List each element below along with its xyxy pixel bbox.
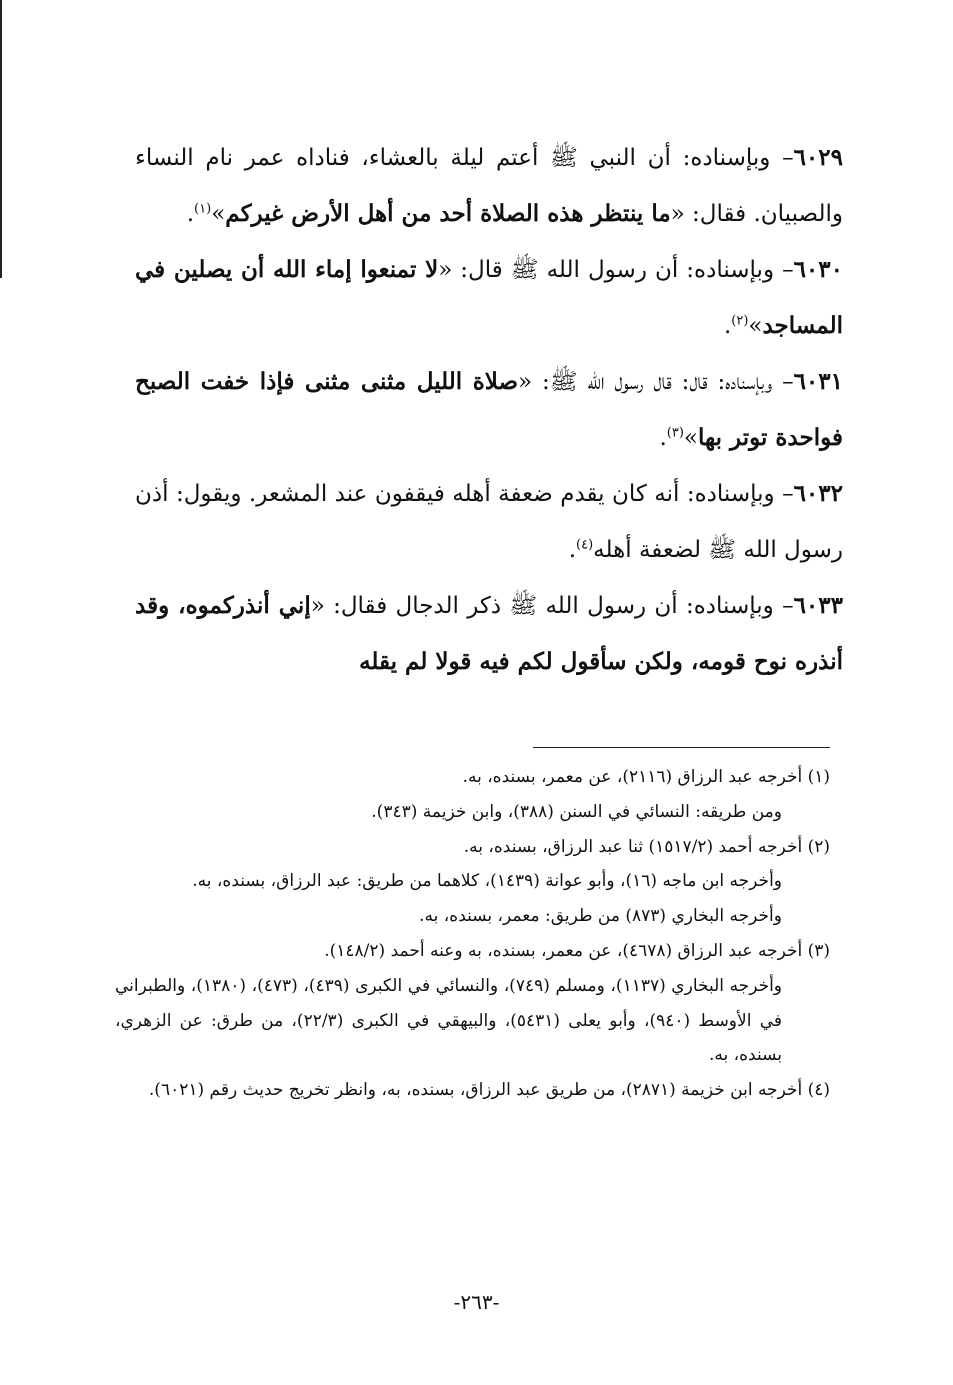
footnote-line: ومن طريقه: النسائي في السنن (٣٨٨)، وابن خزيمة (٣٤٣). <box>371 801 782 822</box>
hadith-number: ٦٠٣٣ <box>793 592 843 619</box>
footnote-line: وأخرجه البخاري (١١٣٧)، ومسلم (٧٤٩)، والنسائي في الكبرى (٤٣٩)، (٤٧٣)، (١٣٨٠)، والطبراني في الأوسط (٩٤٠)، وأبو يعلى (٥٤٣١)، والبيهقي في الكبرى (٢٢/٣)، من طرق: عن الزهري، بسنده، به. <box>115 975 783 1066</box>
footnote-line: (٢) أخرجه أحمد (١٥١٧/٢) ثنا عبد الرزاق، بسنده، به. <box>463 836 830 857</box>
hadith-text: – وبإسناده: قال: قال رسول الله ﷺ: « <box>518 369 794 395</box>
main-text <box>135 130 843 690</box>
hadith-text: » <box>683 425 698 451</box>
footnote-ref: (٣) <box>666 425 684 441</box>
hadith-text: » <box>211 201 226 227</box>
footnote-separator <box>533 747 830 748</box>
footnote-line: (٤) أخرجه ابن خزيمة (٢٨٧١)، من طريق عبد الرزاق، بسنده، به، وانظر تخريج حديث رقم (٦٠٢١). <box>148 1080 830 1101</box>
footnote-line: وأخرجه البخاري (٨٧٣) من طريق: معمر، بسنده، به. <box>419 906 782 927</box>
footnote-ref: (١) <box>194 201 212 217</box>
hadith-text: – وبإسناده: أن رسول الله ﷺ ذكر الدجال فقال: « <box>310 593 794 619</box>
footnote-line: وأخرجه ابن ماجه (١٦)، وأبو عوانة (١٤٣٩)، كلاهما من طريق: عبد الرزاق، بسنده، به. <box>192 871 782 892</box>
hadith-number: ٦٠٣٢ <box>793 480 843 507</box>
footnote-line: (٣) أخرجه عبد الرزاق (٤٦٧٨)، عن معمر، بسنده، به وعنه أحمد (١٤٨/٢). <box>324 940 830 961</box>
hadith-quote: لا تمنعوا إماء الله أن يصلين في المساجد <box>135 256 843 339</box>
hadith-paragraph: ٦٠٣٢– وبإسناده: أنه كان يقدم ضعفة أهله فيقفون عند المشعر. ويقول: أذن رسول الله ﷺ لضعفة أهله$^{(٤)}$. <box>135 480 843 563</box>
scan-edge-mark <box>0 0 2 278</box>
hadith-paragraph: ٦٠٣١– وبإسناده: قال: قال رسول الله ﷺ: «صلاة الليل مثنى مثنى فإذا خفت الصبح فواحدة توتر بها»$^{(٣)}$. <box>135 368 843 451</box>
hadith-paragraph: ٦٠٣٠– وبإسناده: أن رسول الله ﷺ قال: «لا تمنعوا إماء الله أن يصلين في المساجد»$^{(٢)}$. <box>135 256 843 339</box>
hadith-text: – وبإسناده: أن رسول الله ﷺ قال: « <box>438 257 794 283</box>
footnotes <box>115 760 830 1108</box>
hadith-quote: إني أنذركموه، وقد أنذره نوح قومه، ولكن سأقول لكم فيه قولا لم يقله <box>135 592 843 675</box>
hadith-text: – وبإسناده: أن النبي ﷺ أعتم ليلة بالعشاء، فناداه عمر نام النساء والصبيان. فقال: « <box>135 145 843 227</box>
page-number: -٢٦٣- <box>453 1290 500 1314</box>
hadith-number: ٦٠٣١ <box>793 368 843 395</box>
hadith-text: » <box>748 313 763 339</box>
hadith-quote: صلاة الليل مثنى مثنى فإذا خفت الصبح فواحدة توتر بها <box>135 368 843 451</box>
hadith-paragraph <box>135 578 843 690</box>
hadith-quote: ما ينتظر هذه الصلاة أحد من أهل الأرض غيركم <box>225 200 671 227</box>
hadith-text: – وبإسناده: أنه كان يقدم ضعفة أهله فيقفون عند المشعر. ويقول: أذن رسول الله ﷺ لضعفة أهله <box>135 481 843 563</box>
footnote-line: (١) أخرجه عبد الرزاق (٢١١٦)، عن معمر، بسنده، به. <box>462 767 830 787</box>
footnote-ref: (٤) <box>576 537 594 553</box>
hadith-number: ٦٠٣٠ <box>793 256 843 283</box>
footnote-ref: (٢) <box>731 313 749 329</box>
hadith-paragraph: ٦٠٢٩– وبإسناده: أن النبي ﷺ أعتم ليلة بالعشاء، فناداه عمر نام النساء والصبيان. فقال: «ما ينتظر هذه الصلاة أحد من أهل الأرض غيركم»$^{(١)}$. <box>135 144 843 227</box>
hadith-number: ٦٠٢٩ <box>793 144 843 171</box>
